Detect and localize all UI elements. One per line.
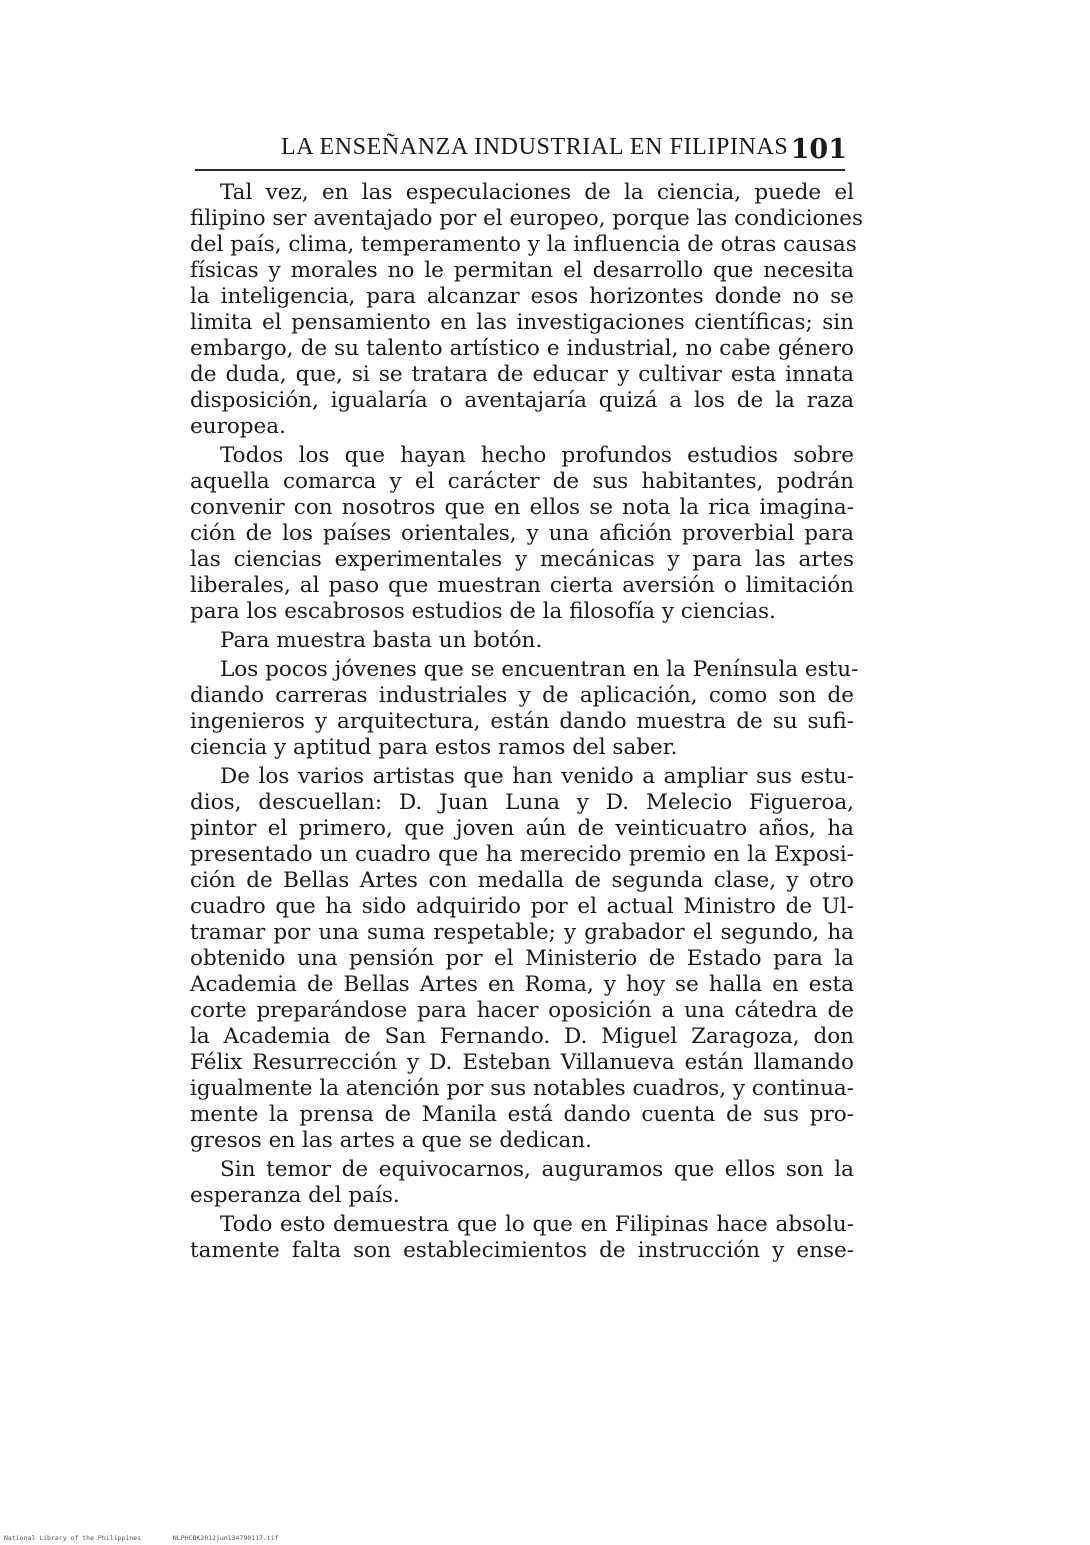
footer-file-id: NLPHCBK2012jun134790117.tif: [172, 1534, 279, 1542]
text-line: Todo esto demuestra que lo que en Filipinas hace absolu-: [220, 1212, 854, 1237]
text-line: convenir con nosotros que en ellos se nota la rica imagina-: [190, 495, 854, 520]
text-line: tramar por una suma respetable; y grabador el segundo, ha: [190, 920, 854, 945]
text-line: las ciencias experimentales y mecánicas y para las artes: [190, 547, 854, 572]
text-line: Para muestra basta un botón.: [220, 628, 543, 653]
text-line: embargo, de su talento artístico e industrial, no cabe género: [190, 336, 854, 361]
text-line: Todos los que hayan hecho profundos estudios sobre: [220, 443, 854, 468]
text-line: la Academia de San Fernando. D. Miguel Zaragoza, don: [190, 1024, 854, 1049]
text-line: De los varios artistas que han venido a ampliar sus estu-: [220, 764, 854, 789]
text-line: diando carreras industriales y de aplicación, como son de: [190, 683, 854, 708]
text-line: físicas y morales no le permitan el desarrollo que necesita: [190, 258, 854, 283]
text-line: Sin temor de equivocarnos, auguramos que ellos son la: [220, 1157, 854, 1182]
paragraph: [190, 657, 859, 761]
page-number: 101: [790, 134, 847, 165]
footer-library: National Library of the Philippines: [4, 1534, 141, 1542]
paragraph: [190, 764, 854, 1154]
paragraph: [190, 628, 854, 654]
text-line: filipino ser aventajado por el europeo, porque las condiciones: [190, 206, 864, 231]
text-line: esperanza del país.: [190, 1183, 400, 1208]
text-line: ción de los países orientales, y una afición proverbial para: [190, 521, 854, 546]
text-line: mente la prensa de Manila está dando cuenta de sus pro-: [190, 1102, 854, 1127]
text-line: gresos en las artes a que se dedican.: [190, 1128, 592, 1153]
text-line: dios, descuellan: D. Juan Luna y D. Melecio Figueroa,: [190, 790, 854, 815]
text-line: aquella comarca y el carácter de sus habitantes, podrán: [190, 469, 854, 494]
body-text: [190, 180, 864, 1264]
text-line: corte preparándose para hacer oposición a una cátedra de: [190, 998, 854, 1023]
text-line: pintor el primero, que joven aún de veinticuatro años, ha: [190, 816, 854, 841]
text-line: disposición, igualaría o aventajaría quizá a los de la raza: [190, 388, 854, 413]
text-line: Academia de Bellas Artes en Roma, y hoy se halla en esta: [190, 972, 854, 997]
paragraph: [190, 1157, 854, 1209]
text-line: obtenido una pensión por el Ministerio de Estado para la: [190, 946, 854, 971]
text-line: liberales, al paso que muestran cierta aversión o limitación: [190, 573, 854, 598]
text-line: limita el pensamiento en las investigaciones científicas; sin: [190, 310, 854, 335]
text-line: la inteligencia, para alcanzar esos horizontes donde no se: [190, 284, 854, 309]
paragraph: [190, 180, 864, 440]
page-header: [193, 128, 853, 168]
paragraph: [190, 443, 854, 625]
text-line: ción de Bellas Artes con medalla de segunda clase, y otro: [190, 868, 854, 893]
text-line: cuadro que ha sido adquirido por el actual Ministro de Ul-: [190, 894, 854, 919]
paragraph: [190, 1212, 854, 1264]
text-line: ingenieros y arquitectura, están dando muestra de su sufi-: [190, 709, 854, 734]
text-line: de duda, que, si se tratara de educar y cultivar esta innata: [190, 362, 854, 387]
text-line: para los escabrosos estudios de la filosofía y ciencias.: [190, 599, 776, 624]
text-line: europea.: [190, 414, 286, 439]
text-line: tamente falta son establecimientos de instrucción y ense-: [190, 1238, 854, 1263]
header-divider: [195, 169, 845, 171]
scan-footer: [4, 1534, 307, 1542]
text-line: presentado un cuadro que ha merecido premio en la Exposi-: [190, 842, 854, 867]
text-line: Tal vez, en las especulaciones de la ciencia, puede el: [220, 180, 854, 205]
text-line: del país, clima, temperamento y la influencia de otras causas: [190, 232, 857, 257]
text-line: igualmente la atención por sus notables cuadros, y continua-: [190, 1076, 854, 1101]
text-line: Félix Resurrección y D. Esteban Villanueva están llamando: [190, 1050, 854, 1075]
text-line: Los pocos jóvenes que se encuentran en la Península estu-: [220, 657, 859, 682]
text-line: ciencia y aptitud para estos ramos del saber.: [190, 735, 678, 760]
running-title: LA ENSEÑANZA INDUSTRIAL EN FILIPINAS: [281, 134, 789, 160]
